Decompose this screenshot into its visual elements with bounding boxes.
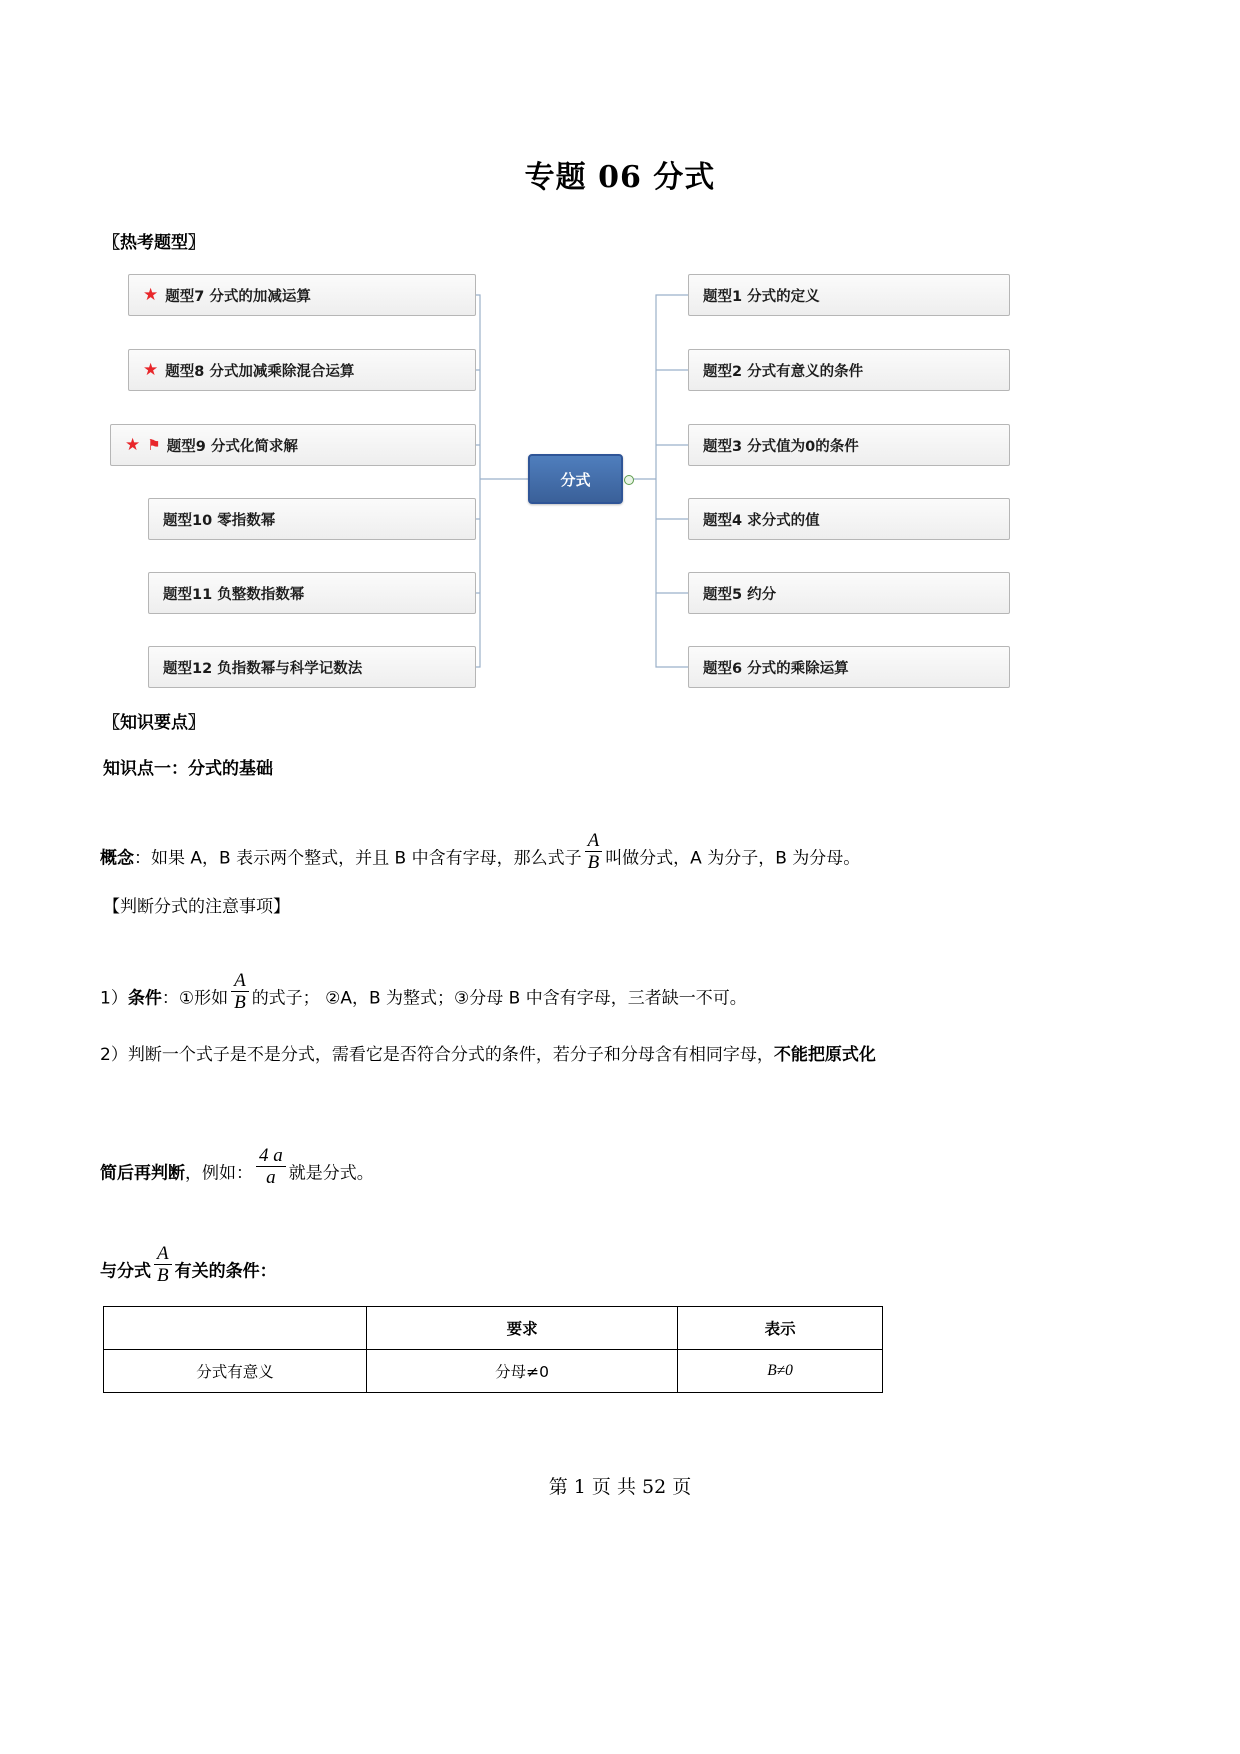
related-conditions-rest: 有关的条件： [174,1261,277,1282]
mindmap-center-node[interactable] [528,454,623,504]
item-1-text-2: 的式子； ②A，B 为整式；③分母 B 中含有字母，三者缺一不可。 [251,988,747,1009]
fraction-numerator: 4 a [259,1145,283,1167]
mindmap-node-type6[interactable] [688,646,1010,688]
mindmap [100,265,1010,690]
mindmap-node-label: 题型12 负指数幂与科学记数法 [163,660,363,677]
page-title: 专题 06 分式 [524,160,716,195]
star-icon: ★ [125,434,141,455]
table-header-row [104,1307,883,1350]
mindmap-node-label: 题型2 分式有意义的条件 [703,363,864,380]
mindmap-node-type4[interactable] [688,498,1010,540]
mindmap-node-label: 题型6 分式的乘除运算 [703,660,849,677]
section-heading-hot-types: 〖热考题型〗 [103,233,205,253]
mindmap-node-type8[interactable] [128,349,476,391]
condition-item-2-line-2 [100,1145,1160,1193]
related-conditions-bold: 与分式 [100,1261,151,1282]
mindmap-node-label: 题型7 分式的加减运算 [165,288,311,305]
item-1-prefix: 1） [100,988,128,1009]
fraction-denominator: B [231,991,249,1014]
item-2-text-2: ，例如： [185,1163,253,1184]
item-2-text-3: 就是分式。 [288,1163,374,1184]
mindmap-node-label: 题型5 约分 [703,586,777,603]
condition-item-1 [100,970,1160,1018]
collapse-dot-icon[interactable] [624,475,634,485]
mindmap-node-label: 题型1 分式的定义 [703,288,820,305]
mindmap-node-type9[interactable] [110,424,476,466]
fraction-numerator: A [234,970,246,992]
fraction-denominator: B [154,1264,172,1287]
concept-paragraph [100,830,1160,878]
star-icon: ★ [143,284,159,305]
fraction-a-over-b [231,971,249,1014]
star-icon: ★ [143,359,159,380]
item-2-bold-2: 简后再判断 [100,1163,185,1184]
conditions-table [103,1306,883,1393]
note-heading: 【判断分式的注意事项】 [103,897,290,917]
mindmap-node-label: 题型8 分式加减乘除混合运算 [165,363,355,380]
mindmap-node-type5[interactable] [688,572,1010,614]
mindmap-node-label: 题型4 求分式的值 [703,512,820,529]
fraction-denominator: B [585,851,603,874]
table-cell-expression: B≠0 [678,1350,883,1393]
item-1-bold: 条件 [127,988,162,1009]
section-heading-key-points: 〖知识要点〗 [103,713,205,733]
table-header-cell-expression: 表示 [678,1307,883,1350]
table-cell-requirement: 分母≠0 [367,1350,678,1393]
condition-item-2-line-1 [100,1043,1160,1069]
mindmap-node-type2[interactable] [688,349,1010,391]
item-2-bold-1: 不能把原式化 [773,1045,876,1065]
mindmap-node-label: 题型9 分式化简求解 [166,438,298,455]
table-header-cell-requirement: 要求 [367,1307,678,1350]
concept-label: 概念 [100,848,134,869]
fraction-numerator: A [587,830,600,852]
mindmap-node-type3[interactable] [688,424,1010,466]
fraction-numerator: A [157,1243,169,1265]
related-conditions-lead [100,1243,1160,1291]
mindmap-node-type11[interactable] [148,572,476,614]
mindmap-node-type10[interactable] [148,498,476,540]
mindmap-node-type12[interactable] [148,646,476,688]
fraction-4a-over-a [256,1146,286,1189]
mindmap-node-type7[interactable] [128,274,476,316]
item-1-text-1: ：①形如 [161,988,229,1009]
fraction-a-over-b [585,831,603,874]
fraction-denominator: a [256,1166,286,1189]
fraction-a-over-b [154,1244,172,1287]
mindmap-node-type1[interactable] [688,274,1010,316]
flag-icon: ⚑ [147,435,161,454]
table-row [104,1350,883,1393]
mindmap-node-label: 题型3 分式值为0的条件 [703,438,859,455]
item-2-text-1: 判断一个式子是不是分式，需看它是否符合分式的条件，若分子和分母含有相同字母， [127,1045,774,1065]
page-footer: 第 1 页 共 52 页 [548,1476,692,1498]
item-2-prefix: 2） [100,1045,128,1065]
mindmap-node-label: 题型11 负整数指数幂 [163,586,305,603]
concept-text-2: 叫做分式，A 为分子，B 为分母。 [605,848,861,869]
concept-text-1: ：如果 A，B 表示两个整式，并且 B 中含有字母，那么式子 [134,848,582,869]
table-header-cell-blank [104,1307,367,1350]
knowledge-point-1-heading: 知识点一：分式的基础 [103,759,273,779]
table-cell-case: 分式有意义 [104,1350,367,1393]
mindmap-center-label: 分式 [560,470,591,489]
mindmap-node-label: 题型10 零指数幂 [163,512,276,529]
